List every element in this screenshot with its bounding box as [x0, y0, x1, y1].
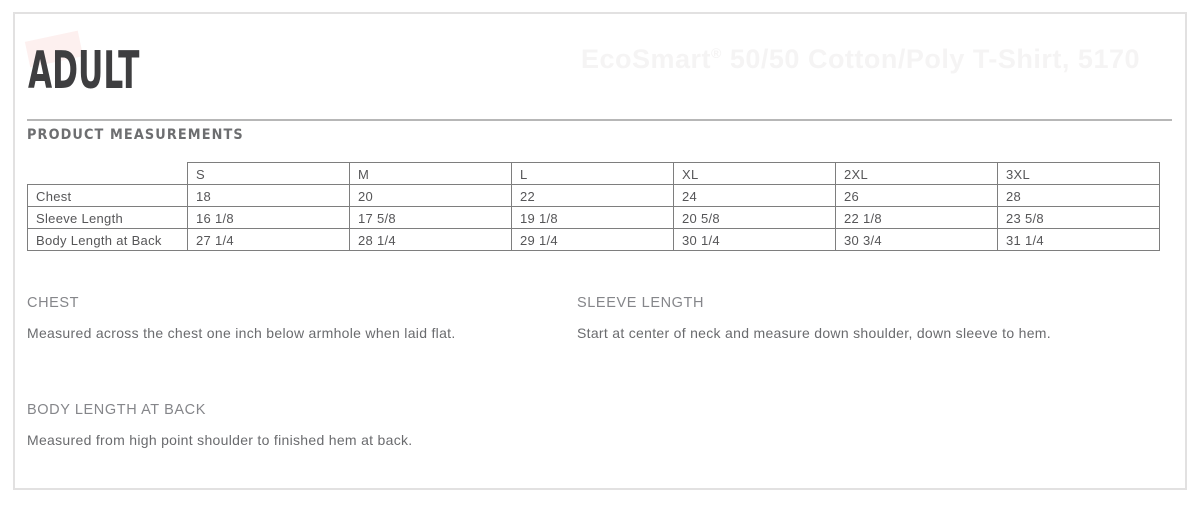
cell-value: 22 1/8: [836, 207, 998, 229]
section-divider: [27, 119, 1172, 121]
cell-value: 22: [512, 185, 674, 207]
definition-heading: CHEST: [27, 295, 80, 311]
section-heading: PRODUCT MEASUREMENTS: [27, 127, 244, 143]
cell-value: 24: [674, 185, 836, 207]
table-corner-cell: [28, 163, 188, 185]
table-header-row: [28, 163, 1160, 185]
product-name-rest: 50/50 Cotton/Poly T-Shirt, 5170: [721, 44, 1140, 74]
row-label: Sleeve Length: [28, 207, 188, 229]
table-row-body-length: [28, 229, 1160, 251]
column-header-m: M: [350, 163, 512, 185]
column-header-3xl: 3XL: [998, 163, 1160, 185]
cell-value: 31 1/4: [998, 229, 1160, 251]
cell-value: 18: [188, 185, 350, 207]
definition-body-length: [27, 402, 587, 453]
cell-value: 30 1/4: [674, 229, 836, 251]
cell-value: 26: [836, 185, 998, 207]
row-label: Chest: [28, 185, 188, 207]
definition-heading: SLEEVE LENGTH: [577, 295, 705, 311]
cell-value: 28 1/4: [350, 229, 512, 251]
cell-value: 17 5/8: [350, 207, 512, 229]
cell-value: 23 5/8: [998, 207, 1160, 229]
definition-text: Measured from high point shoulder to finished hem at back.: [27, 432, 413, 448]
cell-value: 29 1/4: [512, 229, 674, 251]
cell-value: 27 1/4: [188, 229, 350, 251]
column-header-l: L: [512, 163, 674, 185]
cell-value: 28: [998, 185, 1160, 207]
product-ghost-title: [581, 44, 1140, 75]
column-header-s: S: [188, 163, 350, 185]
column-header-xl: XL: [674, 163, 836, 185]
cell-value: 16 1/8: [188, 207, 350, 229]
cell-value: 19 1/8: [512, 207, 674, 229]
cell-value: 20 5/8: [674, 207, 836, 229]
definition-text: Start at center of neck and measure down shoulder, down sleeve to hem.: [577, 325, 1051, 341]
table-row-sleeve-length: [28, 207, 1160, 229]
row-label: Body Length at Back: [28, 229, 188, 251]
definition-text: Measured across the chest one inch below armhole when laid flat.: [27, 325, 456, 341]
definition-sleeve-length: [577, 295, 1092, 346]
cell-value: 30 3/4: [836, 229, 998, 251]
measurements-table: [27, 162, 1160, 251]
registered-mark: ®: [711, 45, 722, 61]
column-header-2xl: 2XL: [836, 163, 998, 185]
table-row-chest: [28, 185, 1160, 207]
definition-chest: [27, 295, 572, 346]
cell-value: 20: [350, 185, 512, 207]
product-brand: EcoSmart: [580, 44, 712, 74]
page-title: ADULT: [28, 41, 140, 101]
definition-heading: BODY LENGTH AT BACK: [27, 402, 207, 418]
